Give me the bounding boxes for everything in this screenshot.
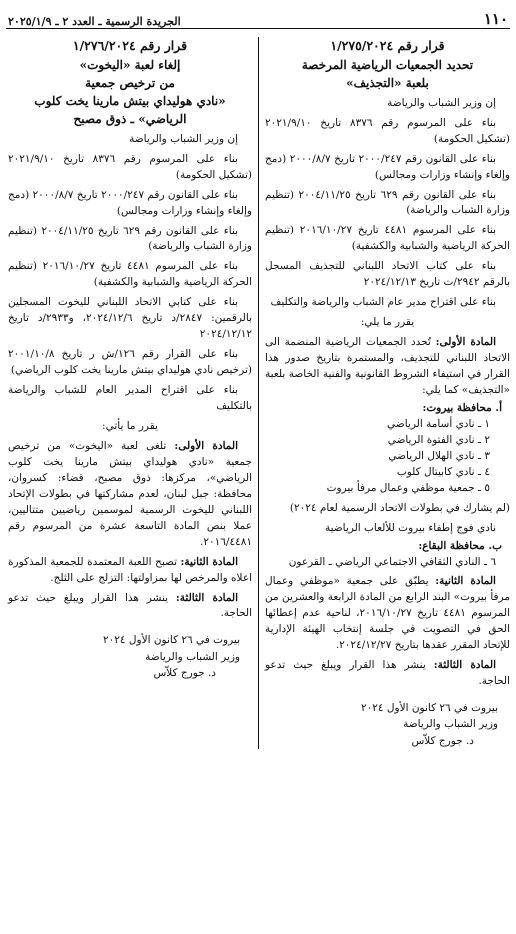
decision-title-line: «نادي هوليداي بيتش مارينا يخت كلوب <box>34 93 226 108</box>
article-1 <box>8 439 252 551</box>
list-item: ٥ ـ جمعية موظفي وعمال مرفأ بيروت <box>326 481 490 494</box>
preamble-line: بناء على القانون رقم ٦٢٩ تاريخ ٢٠٠٤/١١/٢٥ (تنظيم وزارة الشباب والرياضة) <box>8 224 252 253</box>
preamble-line: إن وزير الشباب والرياضة <box>129 132 238 145</box>
decision-title-line: بلعبة «التجذيف» <box>346 75 429 90</box>
preamble-line: بناء على المرسوم ٤٤٨١ تاريخ ٢٠١٦/١٠/٢٧ (تنظيم الحركة الرياضية والشبابية والكشفية) <box>8 260 252 289</box>
article-text: تصبح اللعبة المعتمدة للجمعية المذكورة اعلاه والمرخص لها بمزاولتها: التزلج على الثلج. <box>8 555 252 584</box>
article-text: تُحدد الجمعيات الرياضية المنضمة الى الاتحاد اللبناني للتجذيف، والمستمرة بتاريخ صدور هذا القرار في استيفاء الشروط القانونية والفنية الخاصة بلعبة «التجذيف» كما يلي: <box>265 336 510 396</box>
article-2 <box>265 574 510 654</box>
article-text: ينشر هذا القرار ويبلغ حيث تدعو الحاجة. <box>265 659 510 688</box>
club-list <box>265 417 510 497</box>
list-item: ٦ ـ النادي الثقافي الاجتماعي الرياضي ـ القرعون <box>288 555 496 568</box>
club-note: (لم يشارك في بطولات الاتحاد الرسمية لعام ٢٠٢٤) <box>289 501 510 514</box>
decision-276-column <box>8 37 259 749</box>
signature-title: وزير الشباب والرياضة <box>403 718 498 731</box>
governorate-bekaa: ب. محافظة البقاع: <box>418 539 502 552</box>
preamble-line: بناء على القرار رقم ١٢٦/ش ر تاريخ ٢٠٠١/١٠/٨ (ترخيص نادي هوليداي بيتش مارينا يخت كلوب الرياضي) <box>8 348 252 377</box>
signature-place-date: بيروت في ٢٦ كانون الأول ٢٠٢٤ <box>360 702 498 715</box>
preamble-line: بناء على القانون رقم ٦٢٩ تاريخ ٢٠٠٤/١١/٢٥ (تنظيم وزارة الشباب والرياضة) <box>265 188 510 217</box>
article-text: يطبّق على جمعية «موظفي وعمال مرفأ بيروت» البند الرابع من المادة الرابعة والعشرين من المرسوم ٤٤٨١ تاريخ ٢٠١٦/١٠/٢٧، لناحية عدم إعطائها الحق في التصويت في جلسة إنتخاب الهيئة الإدارية للإتحاد المقرر عقدها بتاريخ ٢٠٢٤/١٢/٢٧. <box>265 575 510 652</box>
signature-block <box>265 700 510 749</box>
preamble-line: بناء على المرسوم رقم ٨٣٧٦ تاريخ ٢٠٢١/٩/١٠ (تشكيل الحكومة) <box>8 152 252 181</box>
preamble-line: بناء على المرسوم ٤٤٨١ تاريخ ٢٠١٦/١٠/٢٧ (تنظيم الحركة الرياضية والشبابية والكشفية) <box>265 224 510 253</box>
decision-title-line: تحديد الجمعيات الرياضية المرخصة <box>301 57 474 72</box>
gazette-issue: الجريدة الرسمية ـ العدد ٢ ـ ٢٠٢٥/١/٩ <box>8 15 181 28</box>
preamble-line: بناء على القانون رقم ٢٠٠٠/٢٤٧ تاريخ ٢٠٠٠/٨/٧ (دمج وإلغاء وإنشاء وزارات ومجالس) <box>8 188 252 217</box>
article-label: المادة الثالثة: <box>433 659 496 672</box>
article-1 <box>265 335 510 399</box>
decision-number: قرار رقم ١/٢٧٥/٢٠٢٤ <box>330 38 445 53</box>
decides-heading: يقرر ما يلي: <box>360 316 415 329</box>
article-text: ينشر هذا القرار ويبلغ حيث تدعو الحاجة. <box>8 591 252 620</box>
page-header <box>6 0 510 29</box>
two-columns <box>6 37 510 749</box>
article-label: المادة الأولى: <box>174 439 238 452</box>
preamble-line: بناء على كتاب الاتحاد اللبناني للتجذيف المسجل بالرقم ٢٩٤٢/ت تاريخ ٢٠٢٤/١٢/١٣ <box>265 260 510 289</box>
article-label: المادة الثالثة: <box>175 591 239 604</box>
article-2 <box>8 555 252 587</box>
page-number: ١١٠ <box>483 10 508 28</box>
article-label: المادة الثانية: <box>180 555 238 568</box>
preamble-line: بناء على اقتراح مدير عام الشباب والرياضة والتكليف <box>270 296 496 309</box>
decision-title-line: الرياضي» ـ ذوق مصبح <box>73 111 187 126</box>
article-label: المادة الأولى: <box>435 336 496 349</box>
club-note: نادي فوج إطفاء بيروت للألعاب الرياضية <box>324 521 496 534</box>
preamble-line: بناء على القانون رقم ٢٠٠٠/٢٤٧ تاريخ ٢٠٠٠/٨/٧ (دمج وإلغاء وإنشاء وزارات ومجالس) <box>265 152 510 181</box>
signature-title: وزير الشباب والرياضة <box>145 650 240 663</box>
article-3 <box>265 658 510 690</box>
decision-275-column <box>259 37 510 749</box>
preamble-line: بناء على المرسوم رقم ٨٣٧٦ تاريخ ٢٠٢١/٩/١٠ (تشكيل الحكومة) <box>265 116 510 145</box>
preamble-line: إن وزير الشباب والرياضة <box>387 96 496 109</box>
article-text: تلغى لعبة «اليخوت» من ترخيص جمعية «نادي هوليداي بيتش مارينا يخت كلوب الرياضي»، مركزها: ذوق مصبح، قضاء: كسروان، محافظة: جبل لبنان، لعدم مشاركتها في بطولات الإتحاد اللبناني لليخوت الرسمية لموسمين رياضيين متتاليين، عملا بنص المادة التاسعة عشرة من المرسوم رقم ٢٠١٦/٤٤٨١. <box>8 439 252 548</box>
decision-title-line: إلغاء لعبة «اليخوت» <box>79 57 181 72</box>
decision-number: قرار رقم ١/٢٧٦/٢٠٢٤ <box>72 38 188 53</box>
preamble-line: بناء على كتابي الاتحاد اللبناني لليخوت المسجلين بالرقمين: ٢٨٤٧/د تاريخ ٢٠٢٤/١٢/٦، و٢٩٣٣/د تاريخ ٢٠٢٤/١٢/١٢ <box>8 296 252 341</box>
governorate-beirut: أ. محافظة بيروت: <box>422 401 502 414</box>
article-label: المادة الثانية: <box>435 575 496 588</box>
list-item: ١ ـ نادي أسامة الرياضي <box>387 417 490 430</box>
signature-place-date: بيروت في ٢٦ كانون الأول ٢٠٢٤ <box>102 634 240 647</box>
decision-title-line: من ترخيص جمعية <box>85 75 175 90</box>
signature-name: د. جورج كلاّس <box>411 734 474 747</box>
list-item: ٣ ـ نادي الهلال الرياضي <box>388 449 490 462</box>
preamble-line: بناء على اقتراح المدير العام للشباب والرياضة بالتكليف <box>8 384 252 413</box>
article-3 <box>8 591 252 623</box>
signature-name: د. جورج كلاّس <box>153 666 216 679</box>
decides-heading: يقرر ما يأتي: <box>102 420 158 432</box>
list-item: ٤ ـ نادي كابيتال كلوب <box>396 465 490 478</box>
list-item: ٢ ـ نادي الفتوة الرياضي <box>387 433 490 446</box>
signature-block <box>8 632 252 681</box>
